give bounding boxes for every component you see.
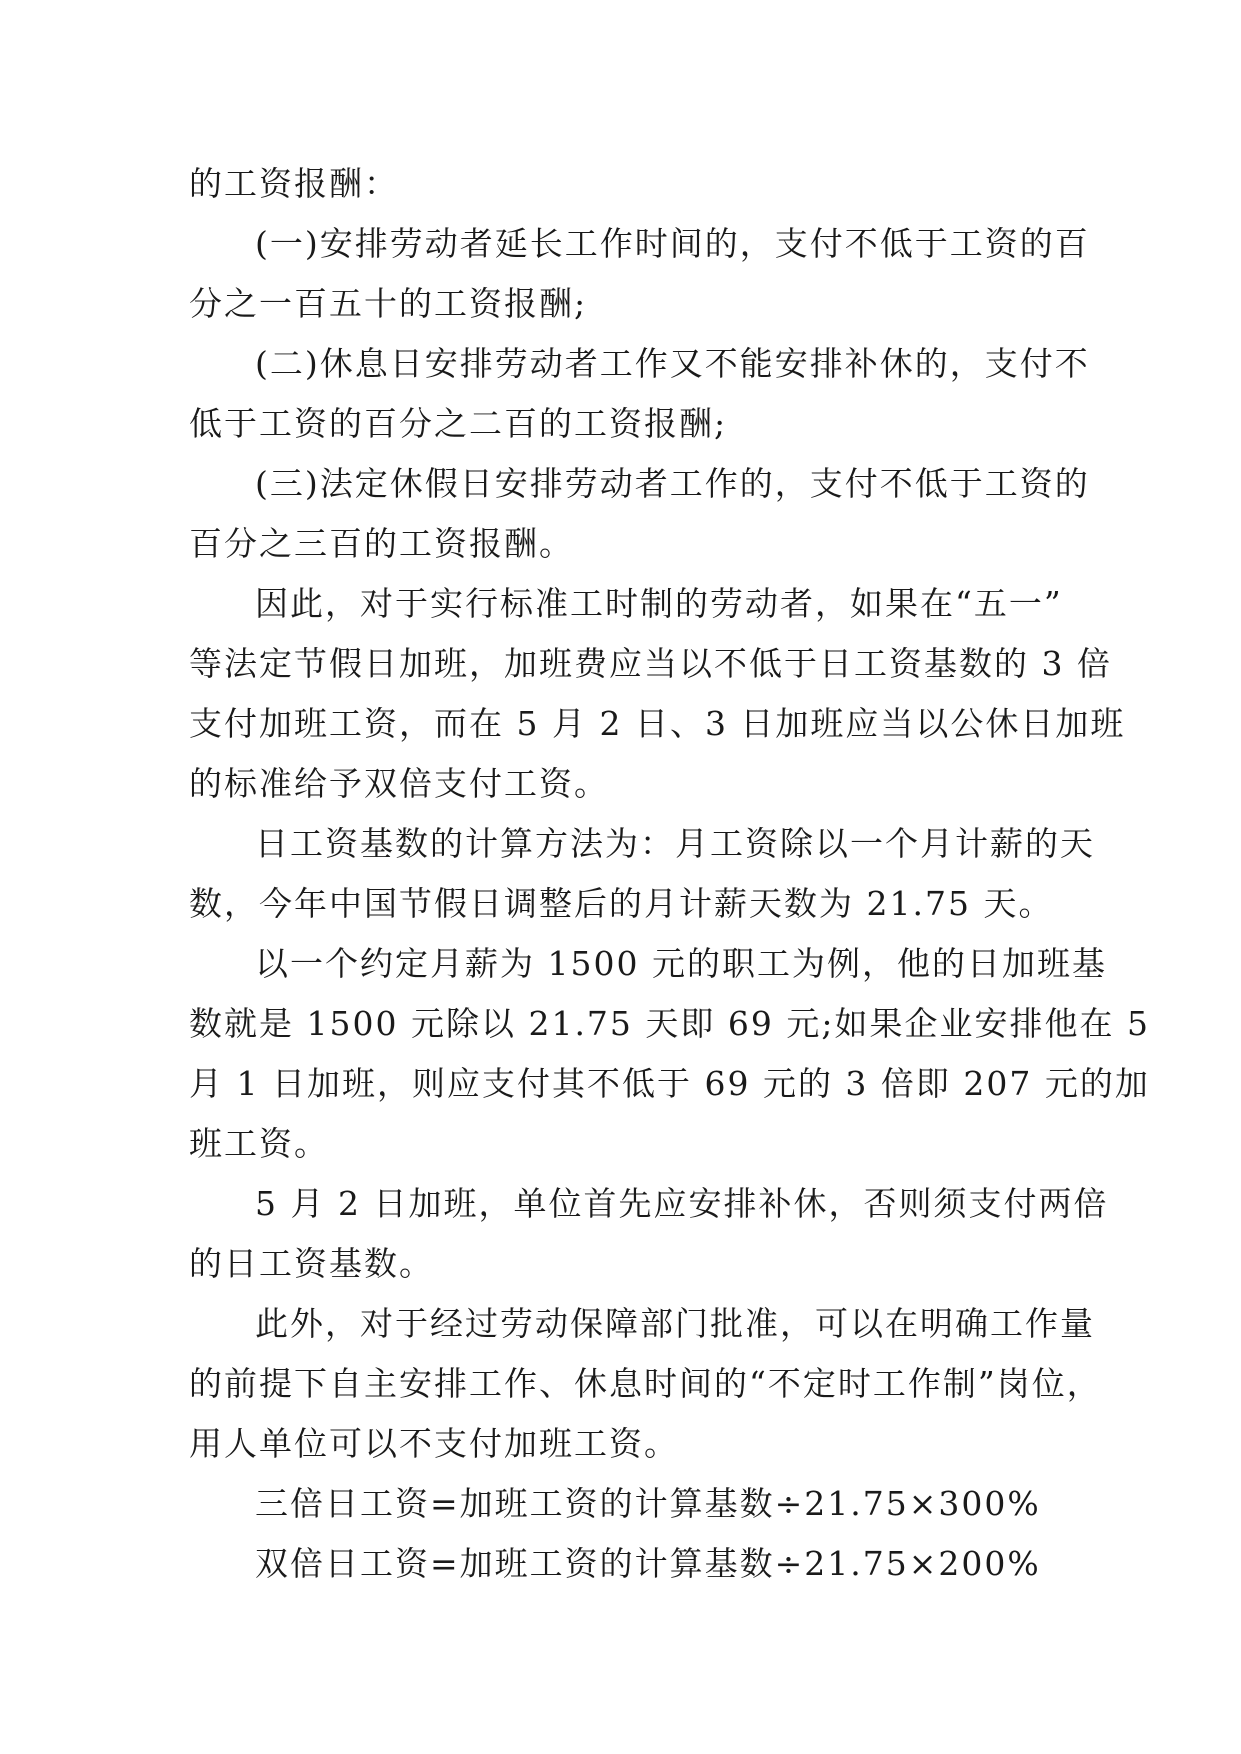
- text-line: 双倍日工资=加班工资的计算基数÷21.75×200%: [255, 1544, 1041, 1583]
- text-line: (二)休息日安排劳动者工作又不能安排补休的，支付不: [255, 344, 1090, 383]
- text-line: 以一个约定月薪为 1500 元的职工为例，他的日加班基: [255, 944, 1107, 983]
- text-line: (一)安排劳动者延长工作时间的，支付不低于工资的百: [255, 224, 1090, 263]
- text-line: 因此，对于实行标准工时制的劳动者，如果在“五一”: [255, 584, 1063, 623]
- text-line: 三倍日工资=加班工资的计算基数÷21.75×300%: [255, 1484, 1041, 1523]
- text-line: 支付加班工资，而在 5 月 2 日、3 日加班应当以公休日加班: [189, 704, 1126, 743]
- text-line: 百分之三百的工资报酬。: [189, 524, 574, 563]
- text-line: 5 月 2 日加班，单位首先应安排补休，否则须支付两倍: [255, 1184, 1109, 1223]
- text-line: 低于工资的百分之二百的工资报酬;: [189, 404, 728, 443]
- text-line: (三)法定休假日安排劳动者工作的，支付不低于工资的: [255, 464, 1090, 503]
- document-body: [189, 154, 1150, 1594]
- text-line: 数就是 1500 元除以 21.75 天即 69 元;如果企业安排他在 5: [189, 1004, 1150, 1043]
- text-line: 的日工资基数。: [189, 1244, 434, 1283]
- text-line: 数，今年中国节假日调整后的月计薪天数为 21.75 天。: [189, 884, 1054, 923]
- text-line: 用人单位可以不支付加班工资。: [189, 1424, 679, 1463]
- text-line: 的工资报酬：: [189, 164, 399, 203]
- text-line: 此外，对于经过劳动保障部门批准，可以在明确工作量: [255, 1304, 1095, 1343]
- text-line: 分之一百五十的工资报酬;: [189, 284, 588, 323]
- text-line: 的标准给予双倍支付工资。: [189, 764, 609, 803]
- text-line: 班工资。: [189, 1124, 329, 1163]
- text-line: 的前提下自主安排工作、休息时间的“不定时工作制”岗位，: [189, 1364, 1102, 1403]
- text-line: 月 1 日加班，则应支付其不低于 69 元的 3 倍即 207 元的加: [189, 1064, 1150, 1103]
- text-line: 等法定节假日加班，加班费应当以不低于日工资基数的 3 倍: [189, 644, 1112, 683]
- text-line: 日工资基数的计算方法为：月工资除以一个月计薪的天: [255, 824, 1095, 863]
